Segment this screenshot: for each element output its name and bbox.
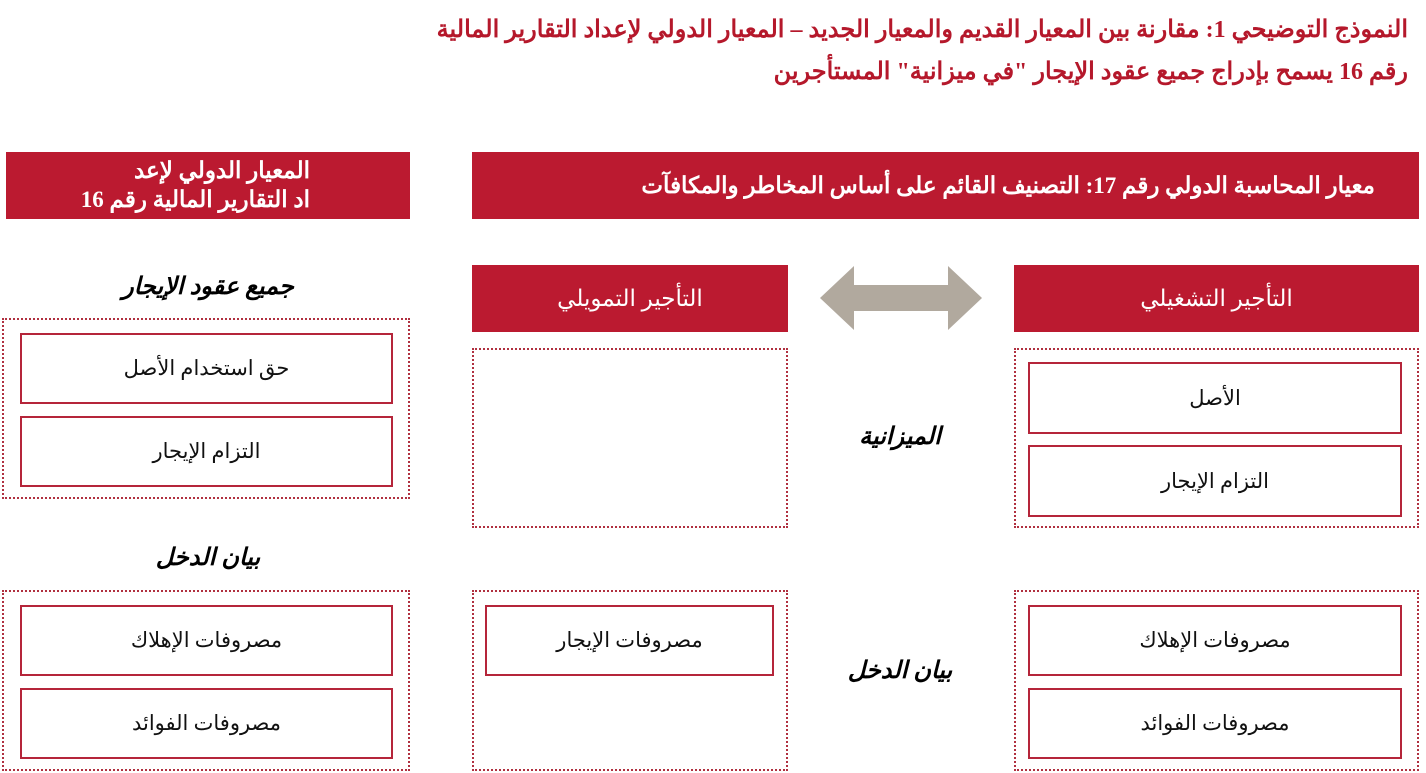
income-statement-label: بيان الدخل [847, 658, 953, 684]
finance-lease-header: التأجير التمويلي [472, 265, 788, 332]
balance-sheet-label: الميزانية [859, 424, 941, 450]
finance-balance-group [472, 348, 788, 528]
all-leases-label: جميع عقود الإيجار [122, 274, 294, 300]
ifrs16-lease-liability-box: التزام الإيجار [20, 416, 393, 487]
lease-expense-box: مصروفات الإيجار [485, 605, 774, 676]
page-title-line-2: رقم 16 يسمح بإدراج جميع عقود الإيجار "في ميزانية" المستأجرين [773, 59, 1408, 85]
operating-interest-box: مصروفات الفوائد [1028, 688, 1402, 759]
operating-lease-header: التأجير التشغيلي [1014, 265, 1419, 332]
operating-depreciation-box: مصروفات الإهلاك [1028, 605, 1402, 676]
ifrs16-depreciation-box: مصروفات الإهلاك [20, 605, 393, 676]
ifrs16-interest-box: مصروفات الفوائد [20, 688, 393, 759]
ifrs16-income-label: بيان الدخل [155, 545, 261, 571]
ias17-header: معيار المحاسبة الدولي رقم 17: التصنيف القائم على أساس المخاطر والمكافآت [472, 152, 1419, 219]
right-of-use-asset-box: حق استخدام الأصل [20, 333, 393, 404]
ifrs16-header-line-1: المعيار الدولي لإعد [133, 158, 310, 183]
double-arrow-icon [820, 266, 982, 330]
operating-asset-box: الأصل [1028, 362, 1402, 434]
ifrs16-header [6, 152, 410, 219]
operating-lease-liability-box: التزام الإيجار [1028, 445, 1402, 517]
ifrs16-header-line-2: اد التقارير المالية رقم 16 [80, 187, 310, 212]
page-title-line-1: النموذج التوضيحي 1: مقارنة بين المعيار القديم والمعيار الجديد – المعيار الدولي لإعداد التقارير المالية [436, 17, 1408, 43]
